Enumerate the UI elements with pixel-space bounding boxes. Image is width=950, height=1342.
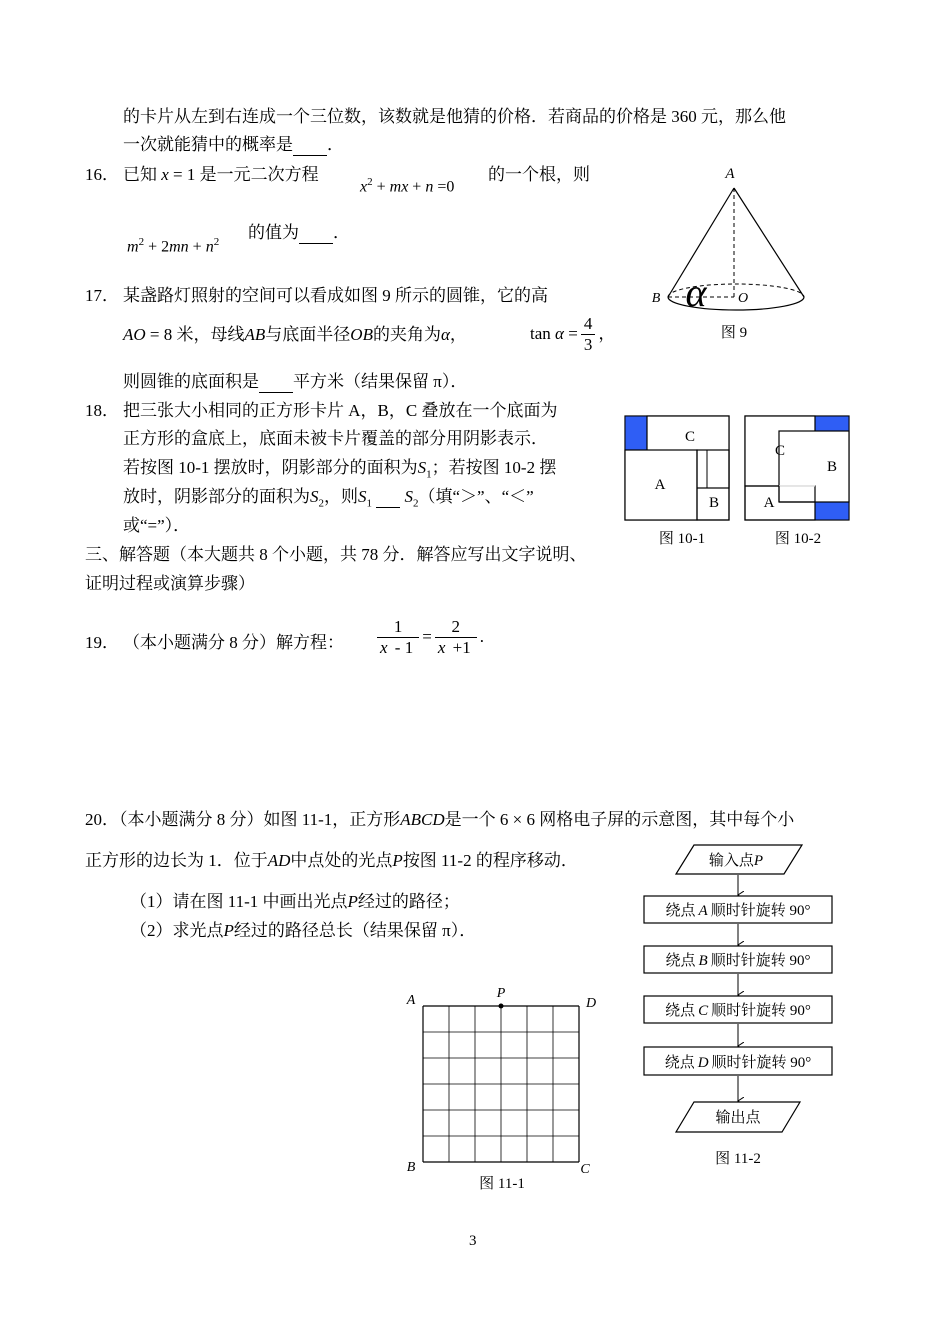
q20-sub2 [130, 920, 476, 941]
q19-f2-den [435, 637, 477, 658]
step-point: B [698, 953, 708, 969]
q19-f2-x: x [437, 638, 446, 658]
expr-plus2: + 2 [148, 238, 170, 256]
q18-cmp-s2: S [404, 487, 413, 506]
figure-11-2-flowchart [636, 840, 842, 1180]
shaded-region-1 [815, 416, 849, 431]
step-post: 顺时针旋转 90° [710, 903, 811, 919]
flow-input-label: 输入点 [708, 853, 754, 869]
answer-blank [376, 486, 400, 508]
q18-line4 [123, 486, 534, 511]
q19-equation [374, 617, 484, 659]
q20-line2-text: 正方形的边长为 1．位于 [85, 851, 268, 870]
figure-11-1-caption: 图 11-1 [479, 1176, 525, 1192]
figure-10-1 [622, 413, 732, 553]
label-b: B [708, 495, 720, 511]
eq-mx: mx [389, 178, 409, 196]
q20-sub1 [130, 891, 460, 912]
section-3-line1 [85, 544, 587, 565]
q17-frac-num: 4 [583, 314, 593, 333]
q17-line2 [123, 324, 467, 345]
q20-line2-mid: 中点处的光点 [290, 851, 393, 870]
expr-exp: 2 [138, 236, 145, 248]
step-pre: 绕点 [665, 1003, 696, 1019]
q19-f2-rest: +1 [452, 638, 471, 658]
q19-fraction-right [435, 617, 477, 659]
expr-plus: + [192, 238, 202, 256]
eq-x: x [360, 178, 368, 196]
answer-blank [259, 371, 293, 393]
q20-sub1-tail: 经过的路径； [357, 892, 460, 911]
q18-s2-sub: 2 [318, 497, 324, 510]
q18-line4-mid: ，则 [324, 487, 358, 506]
q20-p: P [392, 851, 403, 870]
step-pre: 绕点 [665, 903, 696, 919]
q17-frac-den: 3 [581, 334, 596, 355]
q18-line3-text: 若按图 10-1 摆放时，阴影部分的面积为 [123, 458, 418, 477]
step-post: 顺时针旋转 90° [711, 1055, 812, 1071]
q17-tan-alpha: α [555, 323, 564, 343]
q17-comma: ， [449, 325, 467, 344]
grid-lines [423, 1006, 579, 1162]
q16-line1 [123, 164, 319, 185]
eq-exp: 2 [367, 176, 373, 188]
eq-plus: + [376, 178, 386, 196]
q18-line2: 正方形的盒底上，底面未被卡片覆盖的部分用阴影表示． [123, 429, 548, 448]
flow-step-2-text [666, 951, 811, 969]
q17-t-ab: 与底面半径 [265, 325, 351, 344]
q16-text-4: 的值为 ． [248, 222, 350, 244]
cone-slant-right [734, 188, 804, 297]
q18-s1: S [417, 458, 427, 477]
q20-sub1-p: P [347, 892, 358, 911]
section-3-title: 三、解答题 [85, 545, 170, 564]
q18-s2: S [310, 487, 319, 506]
q20-line2-tail: 按图 11-2 的程序移动． [402, 851, 578, 870]
page-number: 3 [469, 1233, 477, 1249]
q16-t4-text: 的值为 [248, 223, 299, 242]
figure-10-2 [742, 413, 854, 553]
step-pre: 绕点 [665, 953, 696, 969]
q16-expression [127, 236, 219, 257]
figure-9-cone [640, 160, 820, 350]
section-3-desc: （本大题共 8 个小题，共 78 分．解答应写出文字说明、 [170, 545, 587, 564]
q19-f1-den [377, 637, 419, 658]
eq-end: =0 [437, 178, 455, 196]
figure-11-2-caption: 图 11-2 [715, 1151, 761, 1167]
q20-sub2-tail: 经过的路径总长（结果保留 π）． [233, 921, 477, 940]
q17-ao: AO [123, 325, 146, 344]
q18-line4-tail: （填“＞”、“＜” [418, 487, 534, 506]
eq-n: n [425, 178, 434, 196]
q20-line1 [85, 809, 794, 830]
q16-eq1: = 1 [173, 165, 196, 184]
q17-line3-tail: 平方米（结果保留 π）． [293, 372, 468, 391]
expr-mn: mn [169, 238, 189, 256]
q15-line1: 的卡片从左到右连成一个三位数，该数就是他猜的价格．若商品的价格是 360 元，那么他 [123, 107, 786, 126]
grid-label-c: C [580, 1162, 590, 1177]
q19-eq: = [422, 626, 432, 646]
q20-sub1-text: （1）请在图 11-1 中画出光点 [130, 892, 348, 911]
label-c: C [684, 429, 696, 445]
cone-label-b: B [651, 291, 661, 306]
eq-plus-2: + [412, 178, 422, 196]
q17-ob: OB [350, 325, 373, 344]
flow-output-text: 输出点 [715, 1110, 761, 1126]
q18-s1-sub: 1 [426, 468, 432, 481]
q16-text-3: 的一个根，则 [488, 165, 590, 184]
grid-label-p: P [496, 986, 506, 1001]
q20-line1-tail: 是一个 6 × 6 网格电子屏的示意图，其中每个小 [444, 810, 795, 829]
q19-end: . [479, 626, 484, 646]
flow-step-4-text [665, 1053, 812, 1071]
q16-text-1: 已知 [123, 165, 157, 184]
q16-text-2: 是一元二次方程 [199, 165, 319, 184]
q19-text: （本小题满分 8 分）解方程： [123, 633, 344, 652]
q19-fraction-left [377, 617, 419, 659]
grid-label-b: B [406, 1160, 416, 1175]
q17-line1: 某盏路灯照射的空间可以看成如图 9 所示的圆锥，它的高 [123, 286, 548, 305]
label-b: B [826, 459, 838, 475]
flow-step-1-text [666, 901, 811, 919]
q18-cmp-s2-sub: 2 [413, 497, 419, 510]
q18-line1: 把三张大小相同的正方形卡片 A，B，C 叠放在一个底面为 [123, 401, 558, 420]
q17-ab: AB [244, 325, 266, 344]
card-b [779, 431, 849, 502]
q17-fraction [581, 314, 596, 356]
q17-line3-text: 则圆锥的底面积是 [123, 372, 259, 391]
q17-tan-expr: tan α = $\frac{4}{3}$ ， [530, 314, 616, 355]
answer-blank [299, 222, 333, 244]
step-post: 顺时针旋转 90° [710, 953, 811, 969]
q19-number: 19． [85, 633, 119, 652]
q18-line3-tail: ；若按图 10-2 摆 [431, 458, 557, 477]
q18-line3 [123, 457, 556, 482]
q17-number: 17． [85, 286, 119, 305]
shaded-region-2 [815, 502, 849, 520]
figure-11-1-grid [400, 980, 610, 1195]
step-pre: 绕点 [664, 1055, 695, 1071]
flow-input-text [709, 851, 763, 869]
figure-9-caption: 图 9 [720, 325, 748, 341]
q19-f1-num: 1 [393, 617, 403, 636]
label-a: A [763, 495, 775, 511]
shaded-region-1 [625, 416, 647, 450]
q16-equation [360, 176, 454, 197]
q18-line4-text: 放时，阴影部分的面积为 [123, 487, 310, 506]
q15-line2-text: 一次就能猜中的概率是 [123, 135, 293, 154]
q17-t-ao: = 8 米，母线 [149, 325, 245, 344]
answer-blank [293, 134, 327, 156]
q16-number: 16． [85, 165, 119, 184]
flow-step-3-text [665, 1001, 811, 1019]
cone-label-a: A [725, 166, 735, 182]
q18-cmp-s1-sub: 1 [366, 497, 372, 510]
cone-label-o: O [737, 291, 749, 306]
q20-abcd: ABCD [400, 810, 445, 829]
q17-line3 [123, 371, 467, 393]
label-a: A [654, 477, 666, 493]
q19-f1-x: x [380, 638, 388, 658]
q19-f1-rest: - 1 [394, 638, 414, 658]
q20-sub2-p: P [223, 921, 234, 940]
step-post: 顺时针旋转 90° [711, 1003, 811, 1019]
grid-label-d: D [585, 996, 597, 1011]
step-point: A [698, 903, 708, 919]
section-3-line2: 证明过程或演算步骤） [85, 574, 255, 593]
q20-line2 [85, 850, 578, 871]
grid-label-a: A [406, 993, 416, 1008]
label-c: C [774, 443, 786, 459]
step-point: C [698, 1003, 709, 1019]
q18-line5: 或“=”）． [123, 516, 191, 535]
step-point: D [697, 1055, 709, 1071]
q17-tan: tan [530, 323, 551, 343]
expr-exp-2: 2 [213, 236, 220, 248]
expr-m: m [127, 238, 139, 256]
figure-10-2-caption: 图 10-2 [774, 531, 822, 547]
q17-t-ob: 的夹角为 [372, 325, 441, 344]
flow-input-p: P [753, 853, 764, 869]
q20-line1-text: 20．（本小题满分 8 分）如图 11-1，正方形 [85, 810, 401, 829]
figure-10-1-caption: 图 10-1 [658, 531, 706, 547]
cone-angle-alpha: α [685, 270, 707, 315]
q19-f2-num: 2 [451, 617, 460, 636]
q20-ad: AD [267, 851, 291, 870]
q18-number: 18． [85, 401, 119, 420]
q17-alpha: α [440, 325, 450, 344]
q18-cmp-s1: S [358, 487, 367, 506]
q20-sub2-text: （2）求光点 [130, 921, 224, 940]
q16-var-x: x [161, 165, 169, 184]
q15-line2: 一次就能猜中的概率是 ． [123, 134, 344, 156]
point-p [499, 1004, 504, 1009]
expr-n: n [205, 238, 214, 256]
